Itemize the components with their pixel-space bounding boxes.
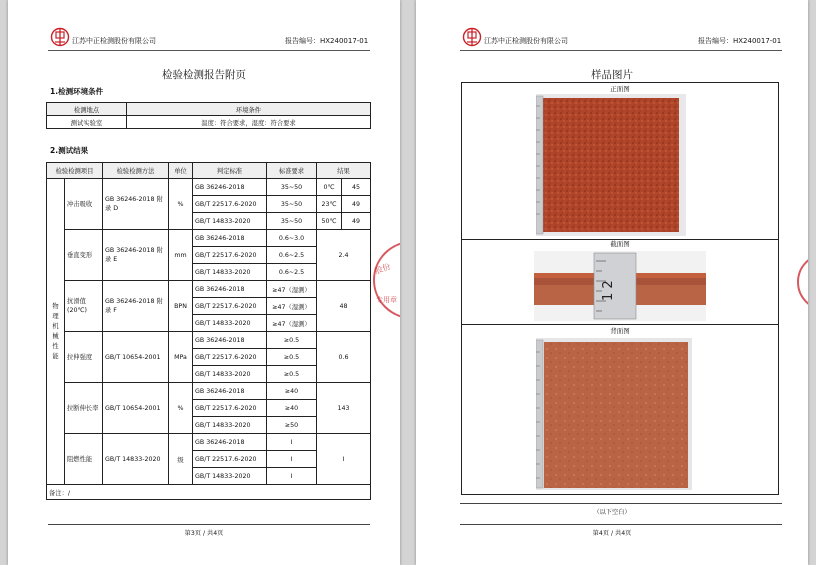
- requirement-cell: 35~50: [267, 213, 317, 230]
- standard-cell: GB/T 14833-2020: [193, 417, 267, 434]
- standard-cell: GB/T 22517.6-2020: [193, 349, 267, 366]
- item-method: GB/T 10654-2001: [103, 332, 169, 383]
- front-caption: 正面图: [610, 85, 630, 93]
- item-unit: 级: [169, 434, 193, 485]
- page-title: 样品图片: [591, 69, 633, 81]
- temperature-cell: 23℃: [317, 196, 342, 213]
- end-note: （以下空白）: [593, 509, 631, 516]
- table-row: [47, 179, 371, 196]
- requirement-cell: Ⅰ: [267, 434, 317, 451]
- company-name: 江苏中正检测股份有限公司: [72, 37, 156, 45]
- report-number: 报告编号：HX240017-01: [698, 37, 782, 45]
- standard-cell: GB/T 14833-2020: [193, 366, 267, 383]
- ruler-text: 1 2: [601, 280, 616, 301]
- requirement-cell: ≥47（湿测）: [267, 315, 317, 332]
- category-cell: 物理机械性能: [47, 179, 65, 485]
- requirement-cell: Ⅰ: [267, 451, 317, 468]
- footer-divider: [48, 524, 370, 525]
- requirement-cell: ≥0.5: [267, 349, 317, 366]
- temperature-cell: 0℃: [317, 179, 342, 196]
- result-cell: 49: [342, 196, 371, 213]
- item-name: 抗滑值(20℃): [65, 281, 103, 332]
- report-page-4: [416, 0, 808, 565]
- item-unit: %: [169, 179, 193, 230]
- table-row: [47, 434, 371, 451]
- item-name: 垂直变形: [65, 230, 103, 281]
- item-name: 拉断伸长率: [65, 383, 103, 434]
- table-row: [47, 281, 371, 298]
- table-row: [47, 332, 371, 349]
- standard-cell: GB/T 22517.6-2020: [193, 400, 267, 417]
- item-unit: BPN: [169, 281, 193, 332]
- company-logo-icon: [50, 27, 70, 49]
- svg-text:专用章: 专用章: [376, 296, 397, 304]
- standard-cell: GB/T 22517.6-2020: [193, 298, 267, 315]
- standard-cell: GB/T 22517.6-2020: [193, 196, 267, 213]
- header-item: 检验检测项目: [47, 163, 103, 179]
- section-results: 2.测试结果: [50, 146, 89, 155]
- item-method: GB/T 14833-2020: [103, 434, 169, 485]
- result-cell: 0.6: [317, 332, 371, 383]
- result-cell: Ⅰ: [317, 434, 371, 485]
- requirement-cell: ≥40: [267, 383, 317, 400]
- item-name: 冲击吸收: [65, 179, 103, 230]
- standard-cell: GB/T 14833-2020: [193, 213, 267, 230]
- header-divider: [48, 50, 370, 51]
- requirement-cell: ≥50: [267, 417, 317, 434]
- item-method: GB 36246-2018 附录 D: [103, 179, 169, 230]
- result-cell: 45: [342, 179, 371, 196]
- report-page-3: [8, 0, 400, 565]
- environment-table: [46, 102, 371, 129]
- back-image-panel: [461, 324, 779, 495]
- requirement-cell: 0.6~3.0: [267, 230, 317, 247]
- front-image-panel: [461, 82, 779, 240]
- result-cell: 49: [342, 213, 371, 230]
- standard-cell: GB 36246-2018: [193, 434, 267, 451]
- requirement-cell: Ⅰ: [267, 468, 317, 485]
- result-cell: 48: [317, 281, 371, 332]
- remark-row: [47, 485, 371, 500]
- section-environment: 1.检测环境条件: [50, 87, 104, 96]
- item-method: GB/T 10654-2001: [103, 383, 169, 434]
- table-row: [47, 230, 371, 247]
- footer-divider: [460, 524, 782, 525]
- section-caption: 截面图: [610, 240, 630, 248]
- env-header-location: 检测地点: [47, 103, 127, 116]
- requirement-cell: ≥47（湿测）: [267, 298, 317, 315]
- item-unit: %: [169, 383, 193, 434]
- standard-cell: GB 36246-2018: [193, 230, 267, 247]
- env-header-conditions: 环境条件: [127, 103, 371, 116]
- standard-cell: GB/T 22517.6-2020: [193, 451, 267, 468]
- requirement-cell: 0.6~2.5: [267, 247, 317, 264]
- standard-cell: GB/T 22517.6-2020: [193, 247, 267, 264]
- item-unit: mm: [169, 230, 193, 281]
- requirement-cell: 35~50: [267, 179, 317, 196]
- item-name: 阻燃性能: [65, 434, 103, 485]
- table-row: [47, 383, 371, 400]
- remark-cell: 备注：/: [47, 485, 371, 500]
- header-standard: 判定标准: [193, 163, 267, 179]
- svg-text:股份: 股份: [373, 261, 392, 276]
- seal-stamp-icon: [370, 238, 400, 322]
- company-logo-icon: [462, 27, 482, 49]
- header-result: 结果: [317, 163, 371, 179]
- header-requirement: 标准要求: [267, 163, 317, 179]
- page-number: 第3页 / 共4页: [184, 530, 224, 537]
- requirement-cell: ≥0.5: [267, 366, 317, 383]
- temperature-cell: 50℃: [317, 213, 342, 230]
- standard-cell: GB/T 14833-2020: [193, 468, 267, 485]
- requirement-cell: 35~50: [267, 196, 317, 213]
- standard-cell: GB 36246-2018: [193, 383, 267, 400]
- standard-cell: GB 36246-2018: [193, 179, 267, 196]
- end-divider: [460, 503, 782, 504]
- company-name: 江苏中正检测股份有限公司: [484, 37, 568, 45]
- requirement-cell: ≥40: [267, 400, 317, 417]
- seal-stamp-icon: [792, 252, 808, 312]
- item-method: GB 36246-2018 附录 E: [103, 230, 169, 281]
- header-divider: [460, 50, 782, 51]
- header-method: 检验检测方法: [103, 163, 169, 179]
- page-number: 第4页 / 共4页: [592, 530, 632, 537]
- env-location-value: 测试实验室: [47, 116, 127, 129]
- item-method: GB 36246-2018 附录 F: [103, 281, 169, 332]
- standard-cell: GB 36246-2018: [193, 281, 267, 298]
- result-cell: 143: [317, 383, 371, 434]
- report-number: 报告编号：HX240017-01: [285, 37, 369, 45]
- back-sample-photo: [536, 338, 692, 490]
- item-unit: MPa: [169, 332, 193, 383]
- requirement-cell: 0.6~2.5: [267, 264, 317, 281]
- header-unit: 单位: [169, 163, 193, 179]
- result-cell: 2.4: [317, 230, 371, 281]
- standard-cell: GB/T 14833-2020: [193, 315, 267, 332]
- item-name: 拉伸强度: [65, 332, 103, 383]
- front-sample-photo: [536, 94, 686, 236]
- page-title: 检验检测报告附页: [162, 69, 246, 81]
- standard-cell: GB/T 14833-2020: [193, 264, 267, 281]
- requirement-cell: ≥0.5: [267, 332, 317, 349]
- requirement-cell: ≥47（湿测）: [267, 281, 317, 298]
- back-caption: 背面图: [610, 327, 630, 335]
- section-sample-photo: [534, 251, 706, 321]
- standard-cell: GB 36246-2018: [193, 332, 267, 349]
- env-conditions-value: 温度：符合要求，湿度：符合要求: [127, 116, 371, 129]
- results-table: [46, 162, 371, 500]
- section-image-panel: [461, 238, 779, 325]
